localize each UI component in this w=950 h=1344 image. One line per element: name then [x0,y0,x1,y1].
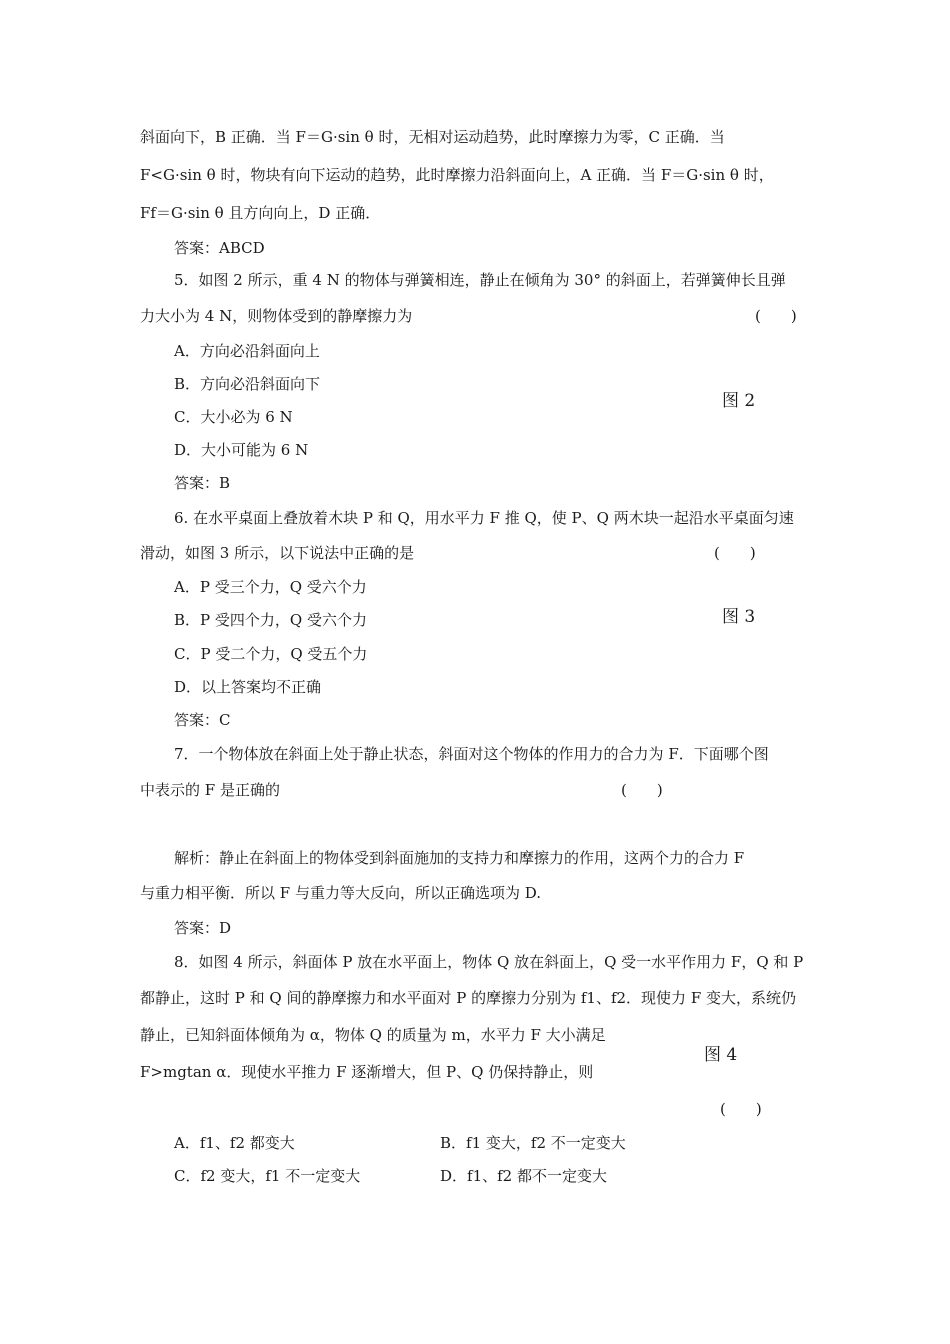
q7-answer: 答案：D [174,919,232,937]
q6-option-d: D．以上答案均不正确 [174,678,322,696]
q7-analysis-line-2: 与重力相平衡．所以 F 与重力等大反向，所以正确选项为 D. [140,884,541,902]
q6-answer: 答案：C [174,711,231,729]
q7-answer-blank: ( ) [621,781,663,799]
q5-option-c: C．大小必为 6 N [174,408,293,426]
q5-stem-line-2: 力大小为 4 N，则物体受到的静摩擦力为 [140,307,413,325]
prev-solution-line-1: 斜面向下，B 正确．当 F＝G·sin θ 时，无相对运动趋势，此时摩擦力为零，C 正确．当 [140,128,725,146]
q8-option-b: B．f1 变大，f2 不一定变大 [440,1134,626,1152]
q6-stem-line-1: 6. 在水平桌面上叠放着木块 P 和 Q，用水平力 F 推 Q，使 P、Q 两木块一起沿水平桌面匀速 [174,509,794,527]
q6-stem-line-2: 滑动，如图 3 所示，以下说法中正确的是 [140,544,415,562]
q8-answer-blank: ( ) [720,1100,762,1118]
q8-option-d: D．f1、f2 都不一定变大 [440,1167,607,1185]
q7-stem-line-1: 7．一个物体放在斜面上处于静止状态，斜面对这个物体的作用力的合力为 F．下面哪个图 [174,745,769,763]
q6-figure-label: 图 3 [722,607,756,627]
q6-answer-blank: ( ) [714,544,756,562]
q8-stem-line-2: 都静止，这时 P 和 Q 间的静摩擦力和水平面对 P 的摩擦力分别为 f1、f2．现使力 F 变大，系统仍 [140,989,796,1007]
q5-option-b: B．方向必沿斜面向下 [174,375,321,393]
q8-figure-label: 图 4 [704,1045,738,1065]
prev-answer: 答案：ABCD [174,239,265,257]
q5-option-a: A．方向必沿斜面向上 [174,342,320,360]
q8-stem-line-3: 静止，已知斜面体倾角为 α，物体 Q 的质量为 m，水平力 F 大小满足 [140,1026,606,1044]
q7-analysis-line-1: 解析：静止在斜面上的物体受到斜面施加的支持力和摩擦力的作用，这两个力的合力 F [174,849,745,867]
q6-option-c: C．P 受二个力，Q 受五个力 [174,645,368,663]
q5-answer-blank: ( ) [755,307,797,325]
q8-stem-line-1: 8．如图 4 所示，斜面体 P 放在水平面上，物体 Q 放在斜面上，Q 受一水平作用力 F，Q 和 P [174,953,804,971]
prev-solution-line-2: F<G·sin θ 时，物块有向下运动的趋势，此时摩擦力沿斜面向上，A 正确．当 F＝G·sin θ 时， [140,166,774,184]
q5-option-d: D．大小可能为 6 N [174,441,309,459]
q5-figure-label: 图 2 [722,391,756,411]
q6-option-a: A．P 受三个力，Q 受六个力 [174,578,367,596]
prev-solution-line-3: Ff＝G·sin θ 且方向向上，D 正确． [140,204,381,222]
q5-stem-line-1: 5．如图 2 所示，重 4 N 的物体与弹簧相连，静止在倾角为 30° 的斜面上，若弹簧伸长且弹 [174,271,786,289]
q5-answer: 答案：B [174,474,231,492]
q8-stem-line-4: F>mgtan α．现使水平推力 F 逐渐增大，但 P、Q 仍保持静止，则 [140,1063,594,1081]
q8-option-c: C．f2 变大，f1 不一定变大 [174,1167,361,1185]
q7-stem-line-2: 中表示的 F 是正确的 [140,781,280,799]
q8-option-a: A．f1、f2 都变大 [174,1134,295,1152]
q6-option-b: B．P 受四个力，Q 受六个力 [174,611,367,629]
